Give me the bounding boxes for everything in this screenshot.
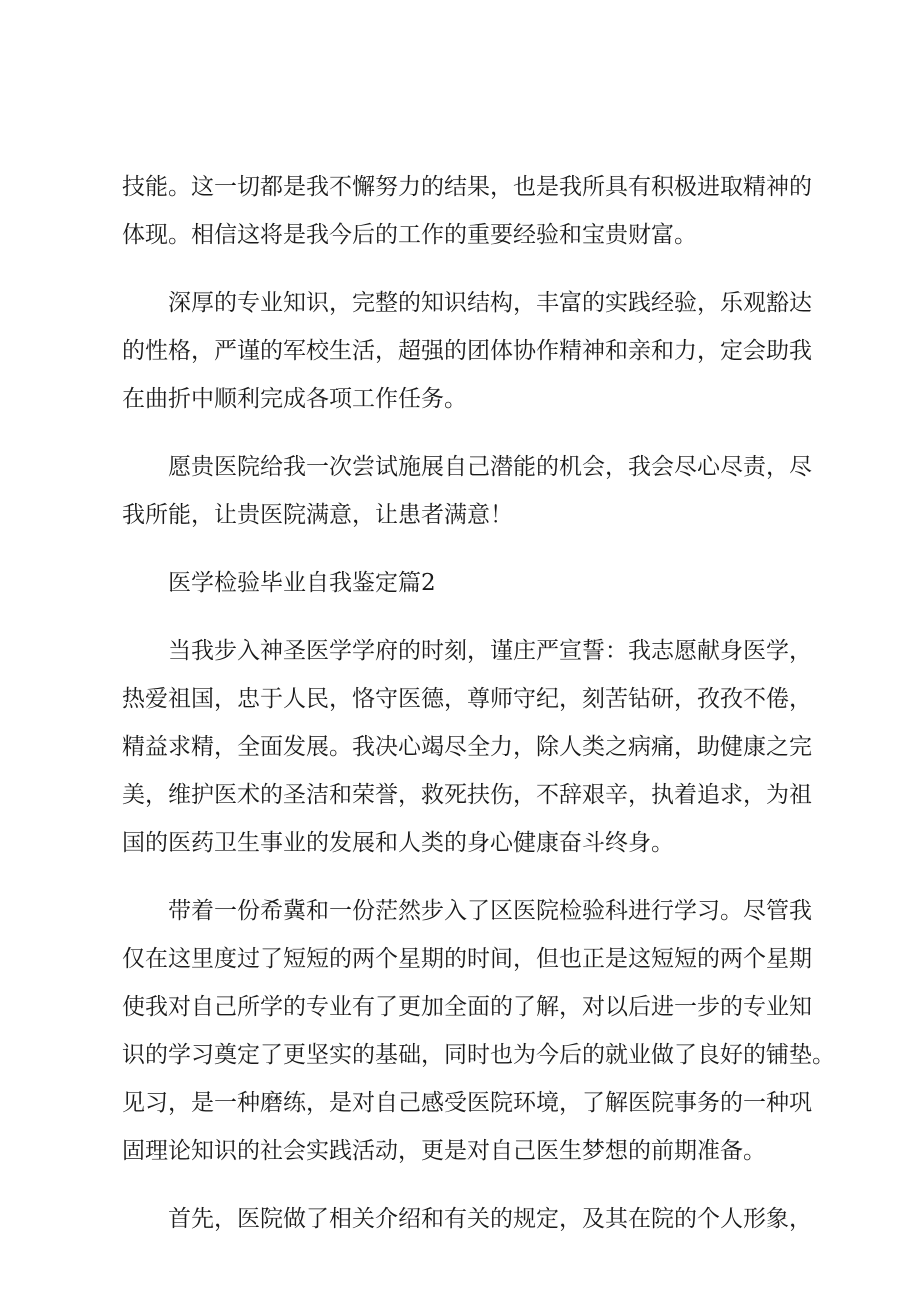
paragraph-5 xyxy=(122,887,835,1175)
text-line: 技能。这一切都是我不懈努力的结果，也是我所具有积极进取精神的 xyxy=(122,174,812,200)
text-line: 固理论知识的社会实践活动，更是对自己医生梦想的前期准备。 xyxy=(122,1138,766,1164)
paragraph-4 xyxy=(122,627,822,867)
section-heading: 医学检验毕业自我鉴定篇2 xyxy=(168,570,436,596)
text-line: 首先，医院做了相关介绍和有关的规定，及其在院的个人形象， xyxy=(122,1206,812,1232)
text-line: 我所能，让贵医院满意，让患者满意！ xyxy=(122,502,513,528)
text-line: 的性格，严谨的军校生活，超强的团体协作精神和亲和力，定会助我 xyxy=(122,338,812,364)
text-line: 精益求精，全面发展。我决心竭尽全力，除人类之病痛，助健康之完 xyxy=(122,734,812,760)
text-line: 愿贵医院给我一次尝试施展自己潜能的机会，我会尽心尽责，尽 xyxy=(122,454,812,480)
text-line: 深厚的专业知识，完整的知识结构，丰富的实践经验，乐观豁达 xyxy=(122,290,812,316)
text-line: 体现。相信这将是我今后的工作的重要经验和宝贵财富。 xyxy=(122,222,697,248)
text-line: 识的学习奠定了更坚实的基础，同时也为今后的就业做了良好的铺垫。 xyxy=(122,1042,835,1068)
paragraph-3 xyxy=(122,443,822,539)
document-body xyxy=(122,163,835,1263)
text-line: 在曲折中顺利完成各项工作任务。 xyxy=(122,386,467,412)
text-line: 带着一份希冀和一份茫然步入了区医院检验科进行学习。尽管我 xyxy=(122,898,812,924)
text-line: 当我步入神圣医学学府的时刻，谨庄严宣誓：我志愿献身医学， xyxy=(122,638,812,664)
text-line: 见习，是一种磨练，是对自己感受医院环境，了解医院事务的一种巩 xyxy=(122,1090,812,1116)
paragraph-6 xyxy=(122,1195,822,1243)
paragraph-2 xyxy=(122,279,822,423)
paragraph-1 xyxy=(122,163,822,259)
text-line: 国的医药卫生事业的发展和人类的身心健康奋斗终身。 xyxy=(122,830,674,856)
text-line: 仅在这里度过了短短的两个星期的时间，但也正是这短短的两个星期 xyxy=(122,946,812,972)
text-line: 使我对自己所学的专业有了更加全面的了解，对以后进一步的专业知 xyxy=(122,994,812,1020)
text-line: 热爱祖国，忠于人民，恪守医德，尊师守纪，刻苦钻研，孜孜不倦， xyxy=(122,686,812,712)
text-line: 美，维护医术的圣洁和荣誉，救死扶伤，不辞艰辛，执着追求，为祖 xyxy=(122,782,812,808)
